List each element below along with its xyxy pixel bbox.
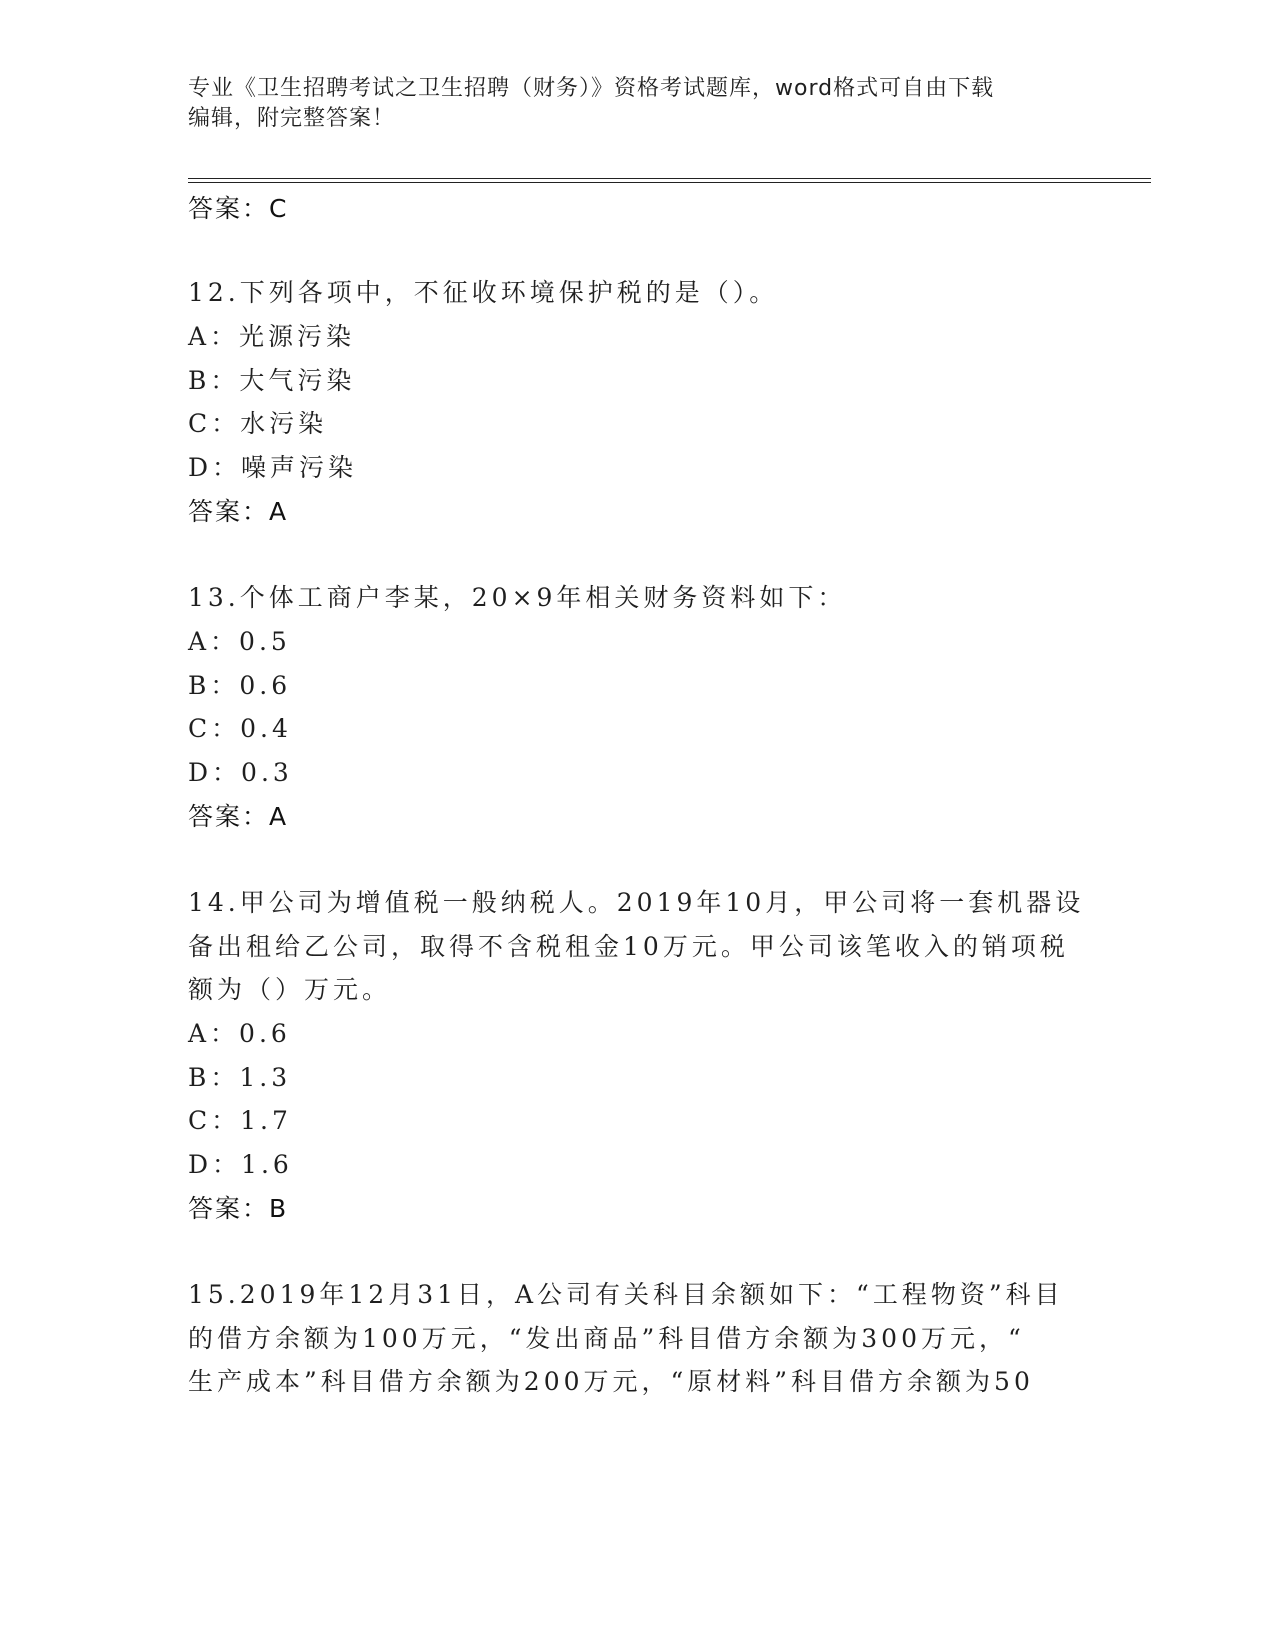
question-12-option-c: C：水污染 [188, 409, 328, 438]
question-12-option-d: D：噪声污染 [188, 453, 358, 482]
document-header [188, 74, 1068, 134]
question-14-option-b: B：1.3 [188, 1063, 292, 1092]
question-14-option-c: C：1.7 [188, 1106, 292, 1135]
question-13-stem: 13.个体工商户李某，20×9年相关财务资料如下： [188, 583, 847, 612]
header-line-1: 专业《卫生招聘考试之卫生招聘（财务）》资格考试题库，word格式可自由下载 [188, 76, 995, 101]
answer-prev: 答案：C [188, 194, 289, 223]
question-12-option-b: B：大气污染 [188, 366, 356, 395]
header-line-2: 编辑，附完整答案！ [188, 106, 396, 131]
question-14-stem-line-2: 备出租给乙公司，取得不含税租金10万元。甲公司该笔收入的销项税 [188, 932, 1069, 961]
question-15-stem-line-1: 15.2019年12月31日，A公司有关科目余额如下：“工程物资”科目 [188, 1280, 1064, 1309]
question-14-answer: 答案：B [188, 1194, 289, 1223]
header-divider-top [188, 178, 1151, 179]
question-13-option-d: D：0.3 [188, 758, 293, 787]
question-13-option-a: A：0.5 [188, 627, 291, 656]
question-15-stem-line-2: 的借方余额为100万元，“发出商品”科目借方余额为300万元，“ [188, 1324, 1025, 1353]
header-divider-bottom [188, 182, 1151, 183]
question-15-stem-line-3: 生产成本”科目借方余额为200万元，“原材料”科目借方余额为50 [188, 1367, 1034, 1396]
question-14-option-d: D：1.6 [188, 1150, 293, 1179]
question-14-stem-line-3: 额为（）万元。 [188, 975, 392, 1004]
question-14-stem-line-1: 14.甲公司为增值税一般纳税人。2019年10月，甲公司将一套机器设 [188, 888, 1085, 917]
question-13-answer: 答案：A [188, 802, 289, 831]
question-13-option-c: C：0.4 [188, 714, 292, 743]
question-14-option-a: A：0.6 [188, 1019, 291, 1048]
question-12-option-a: A：光源污染 [188, 322, 356, 351]
question-13-option-b: B：0.6 [188, 671, 292, 700]
question-12-stem: 12.下列各项中，不征收环境保护税的是（）。 [188, 278, 779, 307]
question-12-answer: 答案：A [188, 497, 289, 526]
